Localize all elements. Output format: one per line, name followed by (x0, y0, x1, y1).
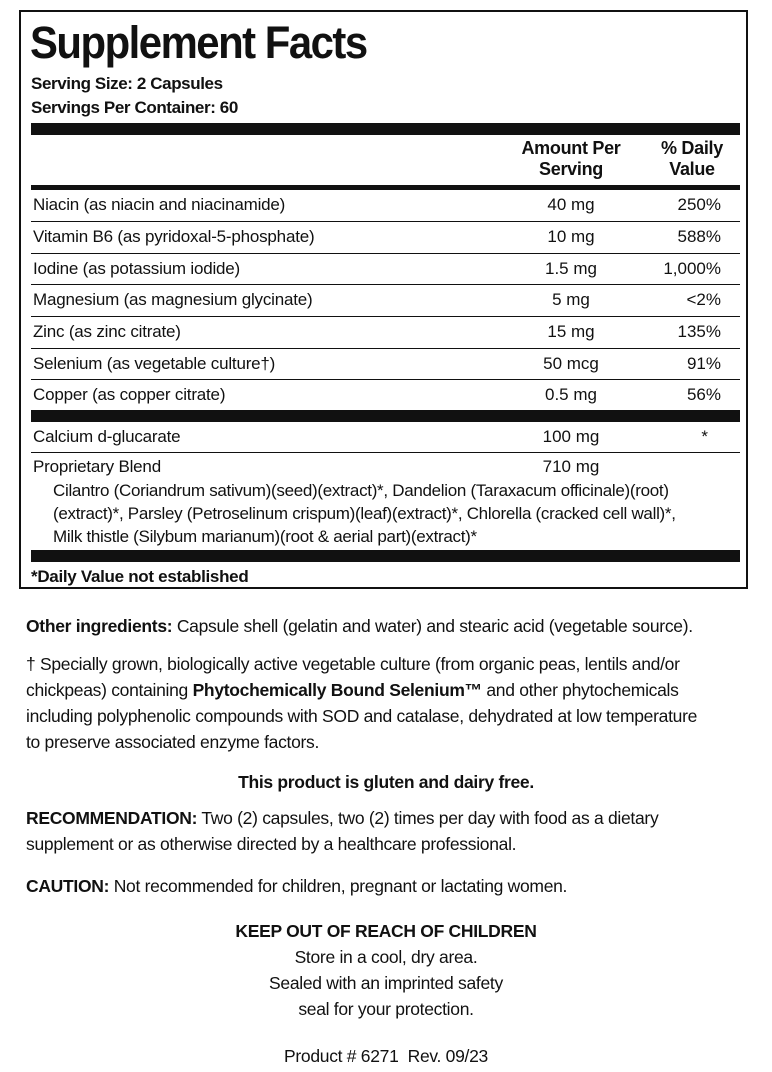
culture-bold-text: Phytochemically Bound Selenium™ (192, 680, 482, 700)
column-header-amount-line2: Serving (539, 159, 603, 179)
recommendation-text: Two (2) capsules, two (2) times per day with food as a dietary (197, 808, 659, 828)
nutrient-amount: 50 mcg (543, 354, 599, 373)
column-header-dv-line1: % Daily (661, 138, 723, 158)
panel-title: Supplement Facts (30, 17, 367, 68)
nutrient-name: Selenium (as vegetable culture†) (33, 354, 276, 373)
nutrient-dv: 135% (677, 322, 721, 341)
storage-line: Store in a cool, dry area. (294, 947, 478, 967)
daily-value-note: *Daily Value not established (31, 567, 249, 586)
recommendation-text: supplement or as otherwise directed by a healthcare professional. (26, 834, 517, 854)
nutrient-dv: 1,000% (663, 259, 721, 278)
blend-line: Milk thistle (Silybum marianum)(root & aerial part)(extract)* (53, 527, 477, 546)
nutrient-row (31, 254, 740, 285)
nutrient-amount: 10 mg (547, 227, 595, 246)
supplement-facts-panel (19, 10, 748, 589)
nutrient-name: Vitamin B6 (as pyridoxal-5-phosphate) (33, 227, 315, 246)
serving-size: Serving Size: 2 Capsules (31, 74, 223, 93)
nutrient-dv: 56% (686, 385, 721, 404)
storage-line: seal for your protection. (298, 999, 474, 1019)
column-header-amount-line1: Amount Per (521, 138, 621, 158)
caution (26, 873, 756, 899)
caution-text: Not recommended for children, pregnant or lactating women. (109, 876, 568, 896)
nutrient-row (31, 317, 740, 348)
nutrient-amount: 15 mg (547, 322, 595, 341)
nutrient-row (31, 222, 740, 253)
other-ingredients (26, 613, 756, 639)
other-ingredients-text: Capsule shell (gelatin and water) and stearic acid (vegetable source). (172, 616, 693, 636)
column-header-dv-line2: Value (669, 159, 715, 179)
nutrient-dv: 250% (677, 195, 721, 214)
nutrient-amount: 0.5 mg (545, 385, 597, 404)
other-ingredients-label: Other ingredients: (26, 616, 173, 636)
gluten-free-statement: This product is gluten and dairy free. (238, 772, 534, 792)
recommendation-label: RECOMMENDATION: (26, 808, 198, 828)
thick-divider (31, 410, 740, 422)
servings-per-container: Servings Per Container: 60 (31, 98, 238, 117)
culture-text: chickpeas) containing (26, 680, 193, 700)
storage-line: Sealed with an imprinted safety (269, 973, 503, 993)
nutrient-row (31, 285, 740, 316)
nutrient-dv: 91% (686, 354, 721, 373)
nutrient-name: Zinc (as zinc citrate) (33, 322, 181, 341)
caution-label: CAUTION: (26, 876, 110, 896)
blend-name: Proprietary Blend (33, 457, 161, 476)
nutrient-row (31, 380, 740, 411)
culture-line (26, 677, 756, 703)
column-header-amount (501, 138, 641, 180)
culture-line: † Specially grown, biologically active vegetable culture (from organic peas, lentils and/or (26, 654, 680, 674)
nutrient-dv: <2% (686, 290, 721, 309)
nutrient-name: Copper (as copper citrate) (33, 385, 226, 404)
calcium-row (31, 422, 740, 453)
culture-text: and other phytochemicals (481, 680, 679, 700)
calcium-name: Calcium d-glucarate (33, 427, 181, 446)
nutrient-row (31, 190, 740, 221)
culture-footnote (26, 651, 756, 755)
blend-amount: 710 mg (542, 457, 600, 476)
culture-line: including polyphenolic compounds with SOD and catalase, dehydrated at low temperature (26, 706, 698, 726)
nutrient-name: Niacin (as niacin and niacinamide) (33, 195, 286, 214)
nutrient-dv: 588% (677, 227, 721, 246)
recommendation (26, 805, 756, 857)
nutrient-row (31, 349, 740, 380)
nutrient-amount: 5 mg (552, 290, 590, 309)
blend-line: (extract)*, Parsley (Petroselinum crispum)(leaf)(extract)*, Chlorella (cracked cell wall)*, (53, 504, 676, 523)
calcium-amount: 100 mg (542, 427, 600, 446)
thick-divider (31, 550, 740, 562)
blend-ingredients (53, 479, 743, 548)
nutrient-name: Magnesium (as magnesium glycinate) (33, 290, 313, 309)
thick-divider (31, 123, 740, 135)
blend-line: Cilantro (Coriandrum sativum)(seed)(extract)*, Dandelion (Taraxacum officinale)(root) (53, 481, 669, 500)
nutrient-amount: 1.5 mg (545, 259, 597, 278)
calcium-dv: * (701, 427, 708, 446)
culture-line: to preserve associated enzyme factors. (26, 732, 320, 752)
keep-out-warning: KEEP OUT OF REACH OF CHILDREN (235, 921, 537, 941)
nutrient-amount: 40 mg (547, 195, 595, 214)
column-header-dv (641, 138, 743, 180)
nutrient-name: Iodine (as potassium iodide) (33, 259, 241, 278)
product-code: Product # 6271 Rev. 09/23 (284, 1046, 488, 1066)
